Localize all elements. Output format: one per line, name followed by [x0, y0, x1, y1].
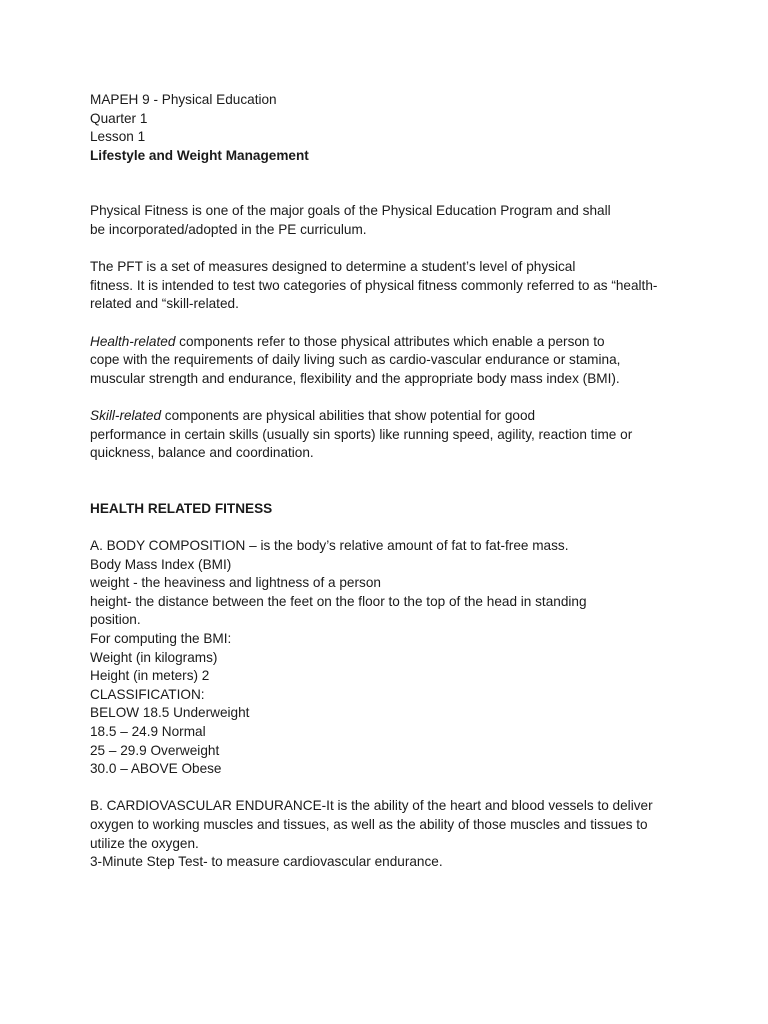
health-related-term: Health-related: [90, 333, 176, 349]
skill-related-paragraph: [90, 407, 690, 463]
paragraph-line: related and “skill-related.: [90, 296, 239, 312]
intro-paragraph-2: [90, 258, 690, 314]
paragraph-line: The PFT is a set of measures designed to determine a student’s level of physical: [90, 259, 576, 275]
section-heading: HEALTH RELATED FITNESS: [90, 500, 273, 516]
paragraph-line: quickness, balance and coordination.: [90, 445, 314, 461]
spacer: [90, 165, 690, 202]
spacer: [90, 518, 690, 537]
body-composition-line: Height (in meters) 2: [90, 668, 210, 684]
spacer: [90, 388, 690, 407]
cardiovascular-line: oxygen to working muscles and tissues, as well as the ability of those muscles and tissues to: [90, 816, 648, 832]
paragraph-line: [90, 407, 690, 426]
lesson-line: Lesson 1: [90, 129, 146, 145]
spacer: [90, 240, 690, 259]
classification-item: 30.0 – ABOVE Obese: [90, 761, 222, 777]
paragraph-text: components are physical abilities that show potential for good: [161, 407, 536, 423]
body-composition-block: [90, 537, 690, 779]
paragraph-text: components refer to those physical attributes which enable a person to: [175, 333, 605, 349]
body-composition-line: height- the distance between the feet on the floor to the top of the head in standing: [90, 593, 587, 609]
spacer: [90, 314, 690, 333]
paragraph-line: be incorporated/adopted in the PE curriculum.: [90, 221, 367, 237]
skill-related-term: Skill-related: [90, 407, 162, 423]
spacer: [90, 779, 690, 798]
body-composition-line: A. BODY COMPOSITION – is the body’s relative amount of fat to fat-free mass.: [90, 538, 569, 554]
classification-heading: CLASSIFICATION:: [90, 686, 205, 702]
intro-paragraph-1: [90, 202, 690, 239]
body-composition-line: weight - the heaviness and lightness of a person: [90, 575, 381, 591]
cardiovascular-line: utilize the oxygen.: [90, 835, 199, 851]
document-page: [90, 91, 690, 872]
cardiovascular-block: [90, 797, 690, 871]
body-composition-line: Body Mass Index (BMI): [90, 556, 232, 572]
classification-item: 18.5 – 24.9 Normal: [90, 724, 206, 739]
cardiovascular-line: 3-Minute Step Test- to measure cardiovascular endurance.: [90, 854, 443, 870]
body-composition-line: For computing the BMI:: [90, 631, 232, 647]
quarter-line: Quarter 1: [90, 110, 148, 126]
cardiovascular-line: B. CARDIOVASCULAR ENDURANCE-It is the ability of the heart and blood vessels to deliver: [90, 798, 653, 814]
paragraph-line: performance in certain skills (usually sin sports) like running speed, agility, reaction time or: [90, 426, 633, 442]
paragraph-line: muscular strength and endurance, flexibility and the appropriate body mass index (BMI).: [90, 370, 620, 386]
body-composition-line: Weight (in kilograms): [90, 649, 218, 665]
paragraph-line: cope with the requirements of daily living such as cardio-vascular endurance or stamina,: [90, 352, 621, 368]
health-related-paragraph: [90, 333, 690, 389]
paragraph-line: fitness. It is intended to test two categories of physical fitness commonly referred to as “health-: [90, 277, 658, 293]
paragraph-line: Physical Fitness is one of the major goals of the Physical Education Program and shall: [90, 203, 611, 219]
subject-line: MAPEH 9 - Physical Education: [90, 92, 277, 107]
classification-item: BELOW 18.5 Underweight: [90, 705, 250, 721]
classification-item: 25 – 29.9 Overweight: [90, 742, 220, 758]
paragraph-line: [90, 333, 690, 352]
body-composition-line: position.: [90, 612, 141, 628]
lesson-title: Lifestyle and Weight Management: [90, 147, 309, 163]
spacer: [90, 463, 690, 500]
